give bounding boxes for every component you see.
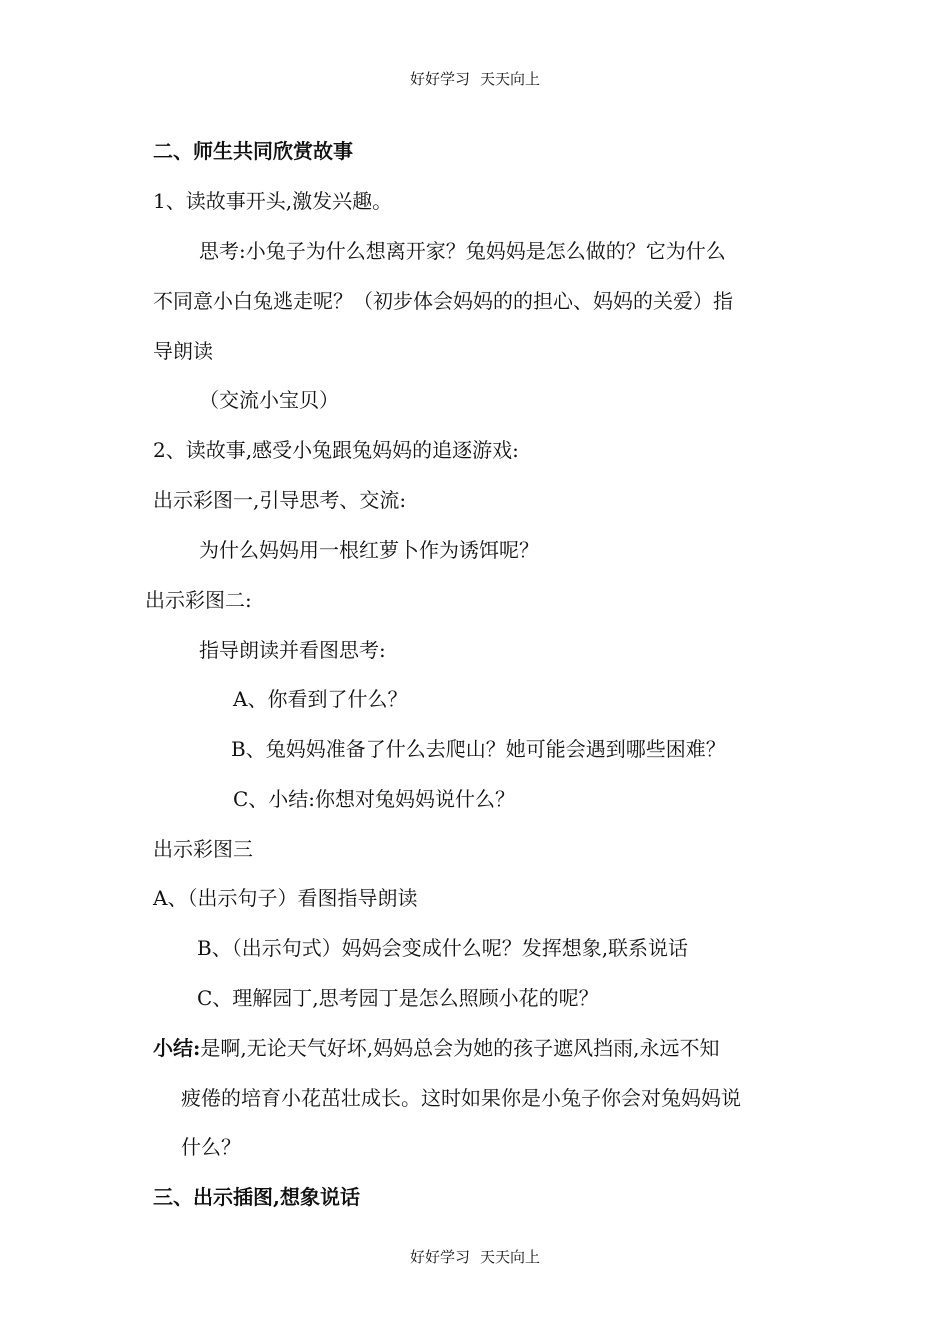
footer-left-text: 好好学习 xyxy=(409,1248,470,1266)
page-header xyxy=(0,68,950,89)
picture-2-guide: 指导朗读并看图思考: xyxy=(199,638,386,662)
page-footer xyxy=(0,1246,950,1267)
section-3-heading: 三、出示插图,想象说话 xyxy=(153,1185,360,1209)
section-2-heading: 二、师生共同欣赏故事 xyxy=(153,139,353,163)
footer-right-text: 天天向上 xyxy=(480,1248,541,1266)
picture-2-line: 出示彩图二: xyxy=(145,588,252,612)
think-line-2: 不同意小白兔逃走呢？（初步体会妈妈的的担心、妈妈的关爱）指 xyxy=(153,289,733,313)
picture-3-item-a: A、（出示句子）看图指导朗读 xyxy=(153,886,418,910)
summary-line-3: 什么？ xyxy=(181,1135,241,1159)
item-1: 1、读故事开头,激发兴趣。 xyxy=(153,189,393,213)
exchange-line: （交流小宝贝） xyxy=(199,388,339,412)
think-line-1: 思考:小兔子为什么想离开家？兔妈妈是怎么做的？它为什么 xyxy=(199,239,726,263)
summary-text-1: 是啊,无论天气好坏,妈妈总会为她的孩子遮风挡雨,永远不知 xyxy=(200,1036,720,1060)
header-left-text: 好好学习 xyxy=(409,70,470,88)
picture-3-item-b: B、（出示句式）妈妈会变成什么呢？发挥想象,联系说话 xyxy=(197,936,689,960)
picture-1-question: 为什么妈妈用一根红萝卜作为诱饵呢？ xyxy=(199,538,539,562)
picture-2-item-a: A、你看到了什么？ xyxy=(233,687,408,711)
think-line-3: 导朗读 xyxy=(153,339,213,363)
picture-2-item-b: B、兔妈妈准备了什么去爬山？她可能会遇到哪些困难？ xyxy=(231,737,726,761)
summary-line-1 xyxy=(153,1034,719,1062)
summary-label: 小结: xyxy=(153,1036,201,1060)
picture-1-line: 出示彩图一,引导思考、交流: xyxy=(153,488,407,512)
header-right-text: 天天向上 xyxy=(480,70,541,88)
picture-3-item-c: C、理解园丁,思考园丁是怎么照顾小花的呢？ xyxy=(197,986,599,1010)
item-2: 2、读故事,感受小兔跟兔妈妈的追逐游戏: xyxy=(153,438,519,462)
picture-3-line: 出示彩图三 xyxy=(153,837,253,861)
picture-2-item-c: C、小结:你想对兔妈妈说什么？ xyxy=(233,787,516,811)
summary-line-2: 疲倦的培育小花茁壮成长。这时如果你是小兔子你会对兔妈妈说 xyxy=(181,1086,741,1110)
